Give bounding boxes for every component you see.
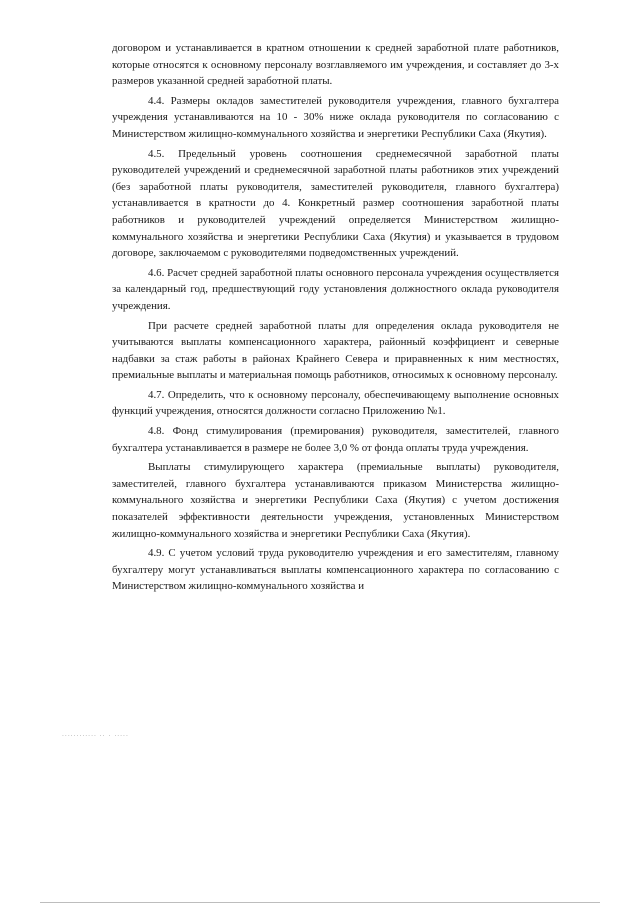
paragraph-4-5: 4.5. Предельный уровень соотношения среднемесячной заработной платы руководителей учреждений и среднемесячной заработной платы работников этих учреждений (без заработной платы руководителя, заместителей руководителя, главного бухгалтера) устанавливается в кратности до 4. Конкретный размер соотношения заработной платы работников и руководителей учреждений определяется Министерством жилищно-коммунального хозяйства и энергетики Республики Саха (Якутия) и указывается в трудовом договоре, заключаемом с руководителями подведомственных учреждений.: [112, 147, 559, 260]
bottom-divider: [40, 902, 600, 903]
document-page: [112, 40, 559, 598]
paragraph-4-6: 4.6. Расчет средней заработной платы основного персонала учреждения осуществляется за календарный год, предшествующий году установления должностного оклада руководителя учреждения.: [112, 266, 559, 312]
paragraph-4-8: 4.8. Фонд стимулирования (премирования) руководителя, заместителей, главного бухгалтера устанавливается в размере не более 3,0 % от фонда оплаты труда учреждения.: [112, 425, 559, 454]
footer-mark: ............ .. . .....: [62, 731, 129, 738]
paragraph-4-4: 4.4. Размеры окладов заместителей руководителя учреждения, главного бухгалтера учреждения устанавливаются на 10 - 30% ниже оклада руководителя по согласованию с Министерством жилищно-коммунального хозяйства и энергетики Республики Саха (Якутия).: [112, 94, 559, 140]
paragraph-4-6-detail: При расчете средней заработной платы для определения оклада руководителя не учитываются выплаты компенсационного характера, районный коэффициент и северные надбавки за стаж работы в районах Крайнего Севера и приравненных к ним местностях, премиальные выплаты и материальная помощь работников, относимых к основному персоналу.: [112, 319, 559, 382]
paragraph-4-9: 4.9. С учетом условий труда руководителю учреждения и его заместителям, главному бухгалтеру могут устанавливаться выплаты компенсационного характера по согласованию с Министерством жилищно-коммунального хозяйства и: [112, 547, 559, 593]
paragraph-4-7: 4.7. Определить, что к основному персоналу, обеспечивающему выполнение основных функций учреждения, относятся должности согласно Приложению №1.: [112, 388, 559, 418]
paragraph-continuation: договором и устанавливается в кратном отношении к средней заработной плате работников, которые относятся к основному персоналу возглавляемого им учреждения, и составляет до 3-х размеров указанной средней заработной платы.: [112, 42, 559, 88]
paragraph-4-8-detail: Выплаты стимулирующего характера (премиальные выплаты) руководителя, заместителей, главного бухгалтера устанавливаются приказом Министерства жилищно-коммунального хозяйства и энергетики Республики Саха (Якутия) с учетом достижения показателей эффективности деятельности учреждения, установленных Министерством жилищно-коммунального хозяйства и энергетики Республики Саха (Якутия).: [112, 461, 559, 540]
